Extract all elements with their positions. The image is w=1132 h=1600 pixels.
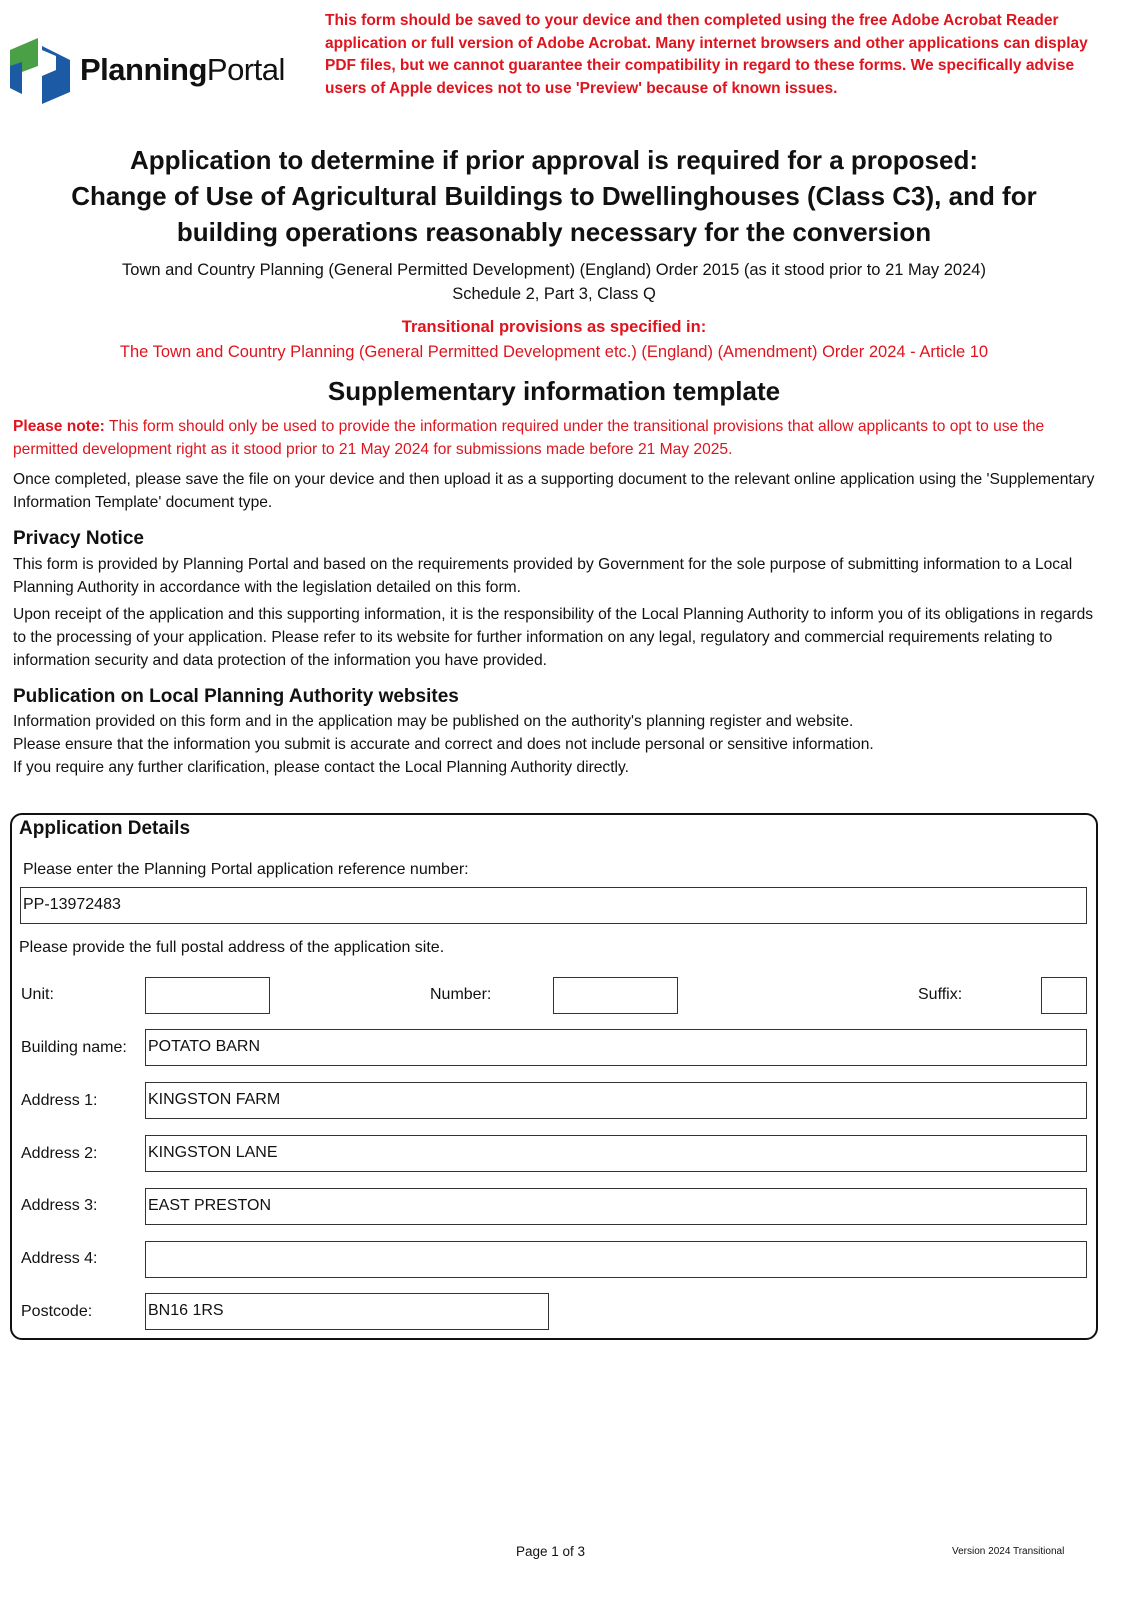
address-2-label: Address 2: [21, 1145, 98, 1162]
address-3-label: Address 3: [21, 1197, 98, 1214]
page-title-line-2: Change of Use of Agricultural Buildings to Dwellinghouses (Class C3), and for [71, 181, 1037, 211]
publication-line-2: Please ensure that the information you submit is accurate and correct and does not include personal or sensitive information. [13, 736, 874, 753]
subtitle: Supplementary information template [327, 376, 781, 406]
application-details-heading: Application Details [19, 818, 191, 839]
planning-portal-logo [8, 36, 285, 111]
legislation-line-1: Town and Country Planning (General Permitted Development) (England) Order 2015 (as it stood prior to 21 May 2024) [122, 261, 986, 279]
transitional-text: The Town and Country Planning (General Permitted Development etc.) (England) (Amendment) Order 2024 - Article 10 [119, 343, 989, 361]
publication-line-1: Information provided on this form and in the application may be published on the authority's planning register and website. [13, 713, 854, 730]
reference-prompt: Please enter the Planning Portal application reference number: [23, 861, 469, 878]
please-note [13, 415, 1098, 461]
building-name-label: Building name: [21, 1039, 127, 1056]
legislation-line-2: Schedule 2, Part 3, Class Q [452, 285, 656, 303]
version-label: Version 2024 Transitional [952, 1546, 1065, 1557]
page-number: Page 1 of 3 [516, 1544, 586, 1559]
number-label: Number: [430, 986, 492, 1003]
unit-input[interactable] [145, 977, 270, 1014]
please-note-text: This form should only be used to provide the information required under the transitional provisions that allow applicants to opt to use the permitted development right as it stood prior to 21 May 2024 for submissions made before 21 May 2025. [13, 418, 1045, 458]
once-completed-text: Once completed, please save the file on your device and then upload it as a supporting document to the relevant online application using the 'Supplementary Information Template' document type. [13, 471, 1095, 511]
logo-text-bold: Planning [80, 52, 207, 87]
suffix-label: Suffix: [918, 986, 963, 1003]
postcode-label: Postcode: [21, 1303, 93, 1320]
address-prompt: Please provide the full postal address of the application site. [19, 939, 445, 956]
address-3-input[interactable]: EAST PRESTON [145, 1188, 1087, 1225]
publication-heading: Publication on Local Planning Authority websites [13, 686, 459, 707]
page-title-line-1: Application to determine if prior approval is required for a proposed: [130, 145, 978, 175]
postcode-input[interactable]: BN16 1RS [145, 1293, 549, 1330]
reference-number-input[interactable]: PP-13972483 [20, 887, 1087, 924]
logo-text-light: Portal [206, 52, 285, 87]
transitional-heading: Transitional provisions as specified in: [401, 318, 707, 336]
privacy-p2: Upon receipt of the application and this supporting information, it is the responsibility of the Local Planning Authority to inform you of its obligations in regards to the processing of your application. Please refer to its website for further information on any legal, regulatory and commercial requirements relating to information security and data protection of the information you have provided. [13, 606, 1094, 669]
privacy-heading: Privacy Notice [13, 528, 144, 549]
address-1-input[interactable]: KINGSTON FARM [145, 1082, 1087, 1119]
unit-label: Unit: [21, 986, 54, 1003]
publication-line-3: If you require any further clarification, please contact the Local Planning Authority directly. [13, 759, 629, 776]
suffix-input[interactable] [1041, 977, 1087, 1014]
page-title-line-3: building operations reasonably necessary for the conversion [176, 217, 932, 247]
logo-mark-icon [8, 36, 72, 106]
please-note-label: Please note: [13, 418, 105, 435]
pdf-notice: This form should be saved to your device and then completed using the free Adobe Acrobat Reader application or full version of Adobe Acrobat. Many internet browsers and other applications can display PDF files, but we cannot guarantee their compatibility in regard to these forms. We specifically advise users of Apple devices not to use 'Preview' because of known issues. [325, 12, 1088, 97]
address-4-label: Address 4: [21, 1250, 98, 1267]
address-2-input[interactable]: KINGSTON LANE [145, 1135, 1087, 1172]
number-input[interactable] [553, 977, 678, 1014]
address-1-label: Address 1: [21, 1092, 98, 1109]
building-name-input[interactable]: POTATO BARN [145, 1029, 1087, 1066]
address-4-input[interactable] [145, 1241, 1087, 1278]
privacy-p1: This form is provided by Planning Portal and based on the requirements provided by Government for the sole purpose of submitting information to a Local Planning Authority in accordance with the legislation detailed on this form. [13, 556, 1073, 596]
